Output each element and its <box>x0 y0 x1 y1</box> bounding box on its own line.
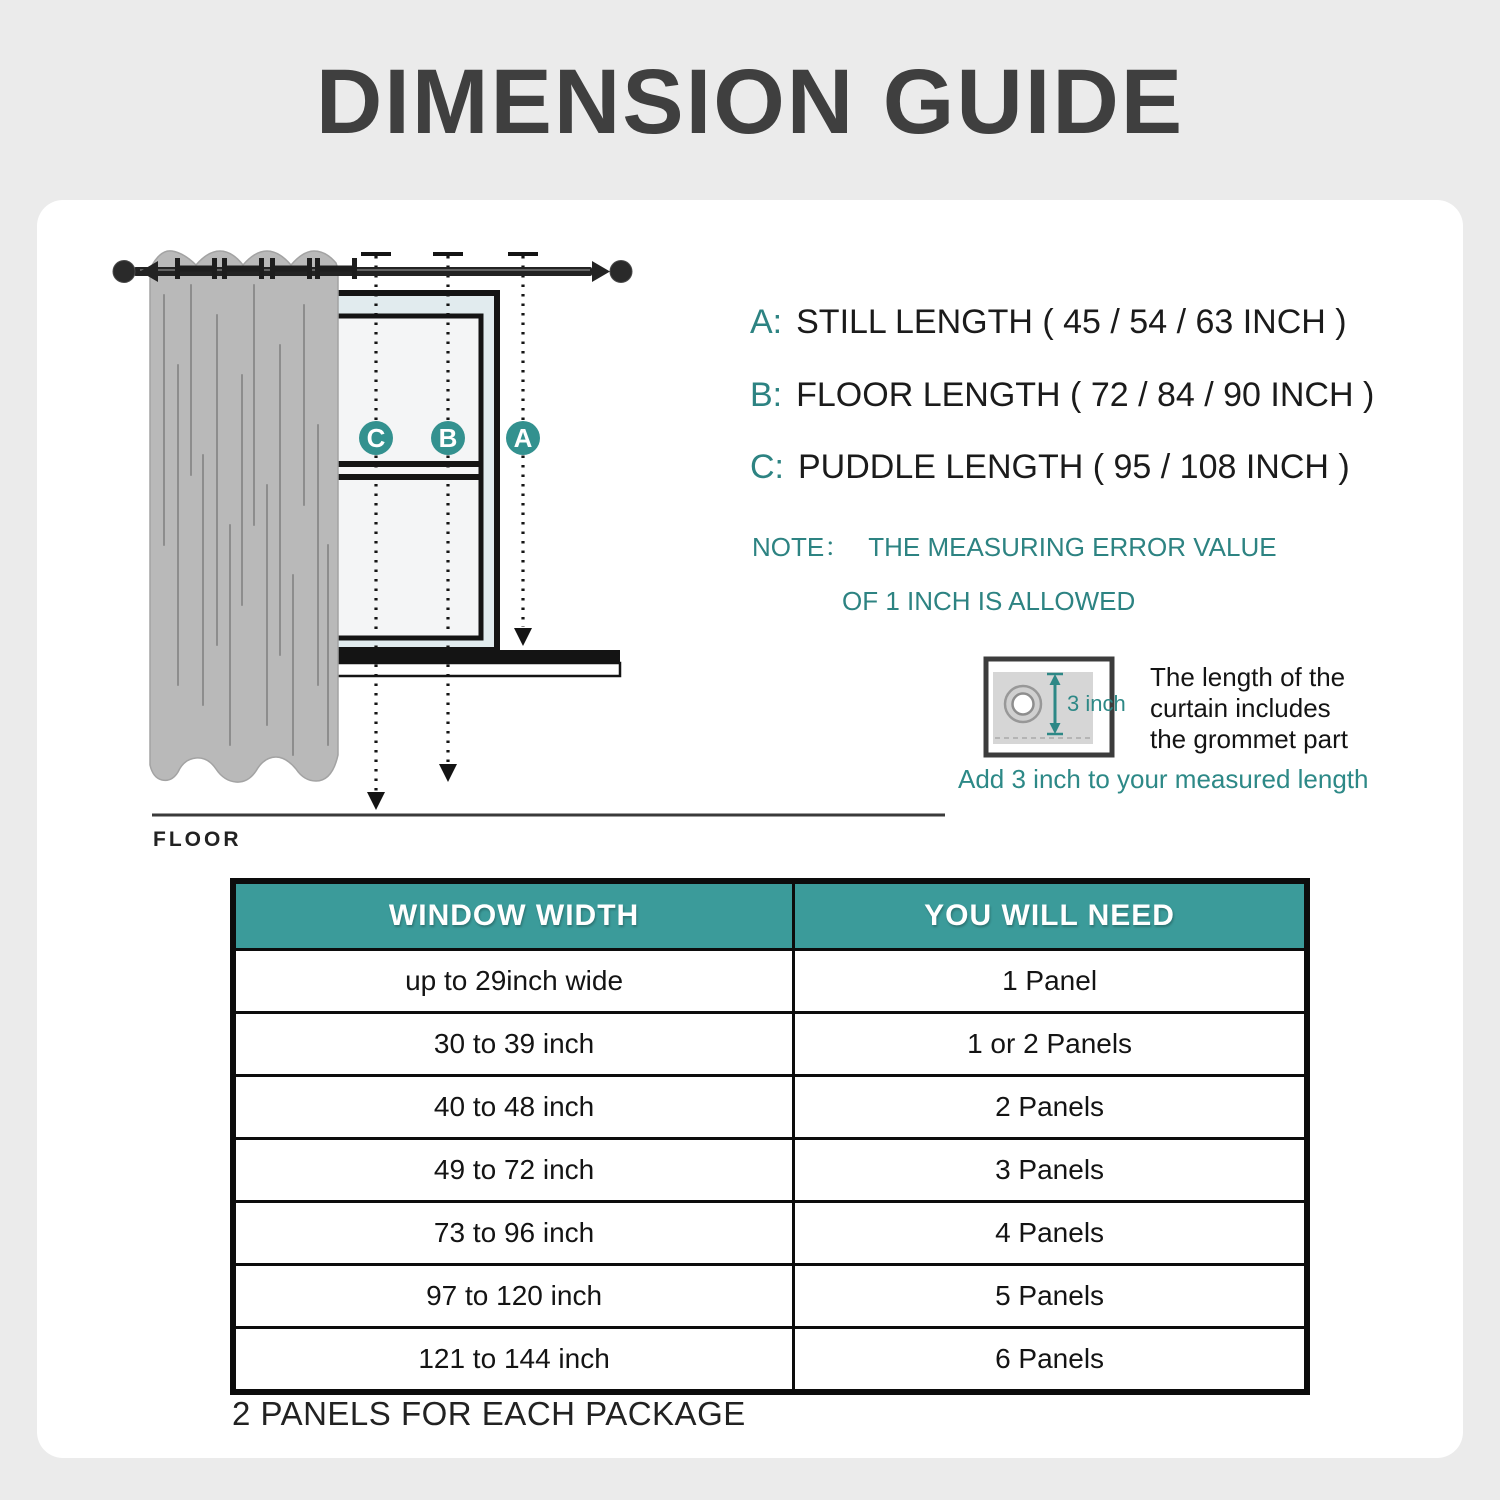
note-text-line1: THE MEASURING ERROR VALUE <box>868 532 1277 562</box>
add-length-note: Add 3 inch to your measured length <box>958 764 1369 794</box>
badge-b: B <box>438 423 458 453</box>
grommet-description-line2: curtain includes <box>1150 693 1331 723</box>
rod-finial-left <box>113 261 135 283</box>
curtain-illustration <box>150 251 338 782</box>
measure-badges <box>359 421 540 455</box>
panel-size-table <box>230 878 1310 1395</box>
table-cell: 2 Panels <box>794 1076 1307 1139</box>
badge-a: A <box>513 423 533 453</box>
column-header-window-width: WINDOW WIDTH <box>233 881 794 950</box>
legend-item-c <box>750 448 1350 487</box>
page-title: DIMENSION GUIDE <box>315 51 1185 153</box>
legend-text-b: FLOOR LENGTH ( 72 / 84 / 90 INCH ) <box>796 376 1375 414</box>
window-illustration <box>294 293 620 676</box>
size-table-body <box>233 950 1307 1393</box>
arrow-b <box>439 764 457 782</box>
grommet-figure <box>983 656 1126 758</box>
legend-letter-b: B: <box>750 376 783 414</box>
window-sill <box>294 650 620 663</box>
arrow-a <box>514 628 532 646</box>
table-cell: up to 29inch wide <box>233 950 794 1013</box>
table-cell: 4 Panels <box>794 1202 1307 1265</box>
measuring-note <box>752 527 1277 617</box>
legend-text-a: STILL LENGTH ( 45 / 54 / 63 INCH ) <box>796 303 1347 341</box>
table-cell: 1 or 2 Panels <box>794 1013 1307 1076</box>
table-cell: 40 to 48 inch <box>233 1076 794 1139</box>
arrow-c <box>367 792 385 810</box>
legend-item-b <box>750 376 1374 415</box>
table-cell: 5 Panels <box>794 1265 1307 1328</box>
note-text-line2: OF 1 INCH IS ALLOWED <box>842 586 1136 616</box>
table-cell: 97 to 120 inch <box>233 1265 794 1328</box>
legend-letter-c: C: <box>750 448 784 486</box>
legend-letter-a: A: <box>750 303 783 341</box>
grommet-description-line1: The length of the <box>1150 662 1346 692</box>
package-note: 2 PANELS FOR EACH PACKAGE <box>232 1395 746 1432</box>
grommet-measure-label: 3 inch <box>1067 691 1126 716</box>
table-cell: 1 Panel <box>794 950 1307 1013</box>
table-cell: 3 Panels <box>794 1139 1307 1202</box>
floor-label: FLOOR <box>153 828 242 851</box>
grommet-description <box>1150 662 1348 755</box>
column-header-you-will-need: YOU WILL NEED <box>794 881 1307 950</box>
grommet-description-line3: the grommet part <box>1150 724 1348 754</box>
table-cell: 49 to 72 inch <box>233 1139 794 1202</box>
badge-c: C <box>366 423 386 453</box>
table-header-row <box>233 881 1307 950</box>
table-row <box>233 1076 1307 1139</box>
table-row <box>233 1202 1307 1265</box>
table-cell: 121 to 144 inch <box>233 1328 794 1393</box>
table-cell: 73 to 96 inch <box>233 1202 794 1265</box>
note-label: NOTE： <box>752 532 851 562</box>
table-row <box>233 1013 1307 1076</box>
table-row <box>233 1328 1307 1393</box>
table-row <box>233 950 1307 1013</box>
table-row <box>233 1139 1307 1202</box>
table-cell: 30 to 39 inch <box>233 1013 794 1076</box>
legend-item-a <box>750 303 1347 342</box>
rod-finial-right <box>610 261 632 283</box>
legend-text-c: PUDDLE LENGTH ( 95 / 108 INCH ) <box>798 448 1350 486</box>
table-row <box>233 1265 1307 1328</box>
table-cell: 6 Panels <box>794 1328 1307 1393</box>
